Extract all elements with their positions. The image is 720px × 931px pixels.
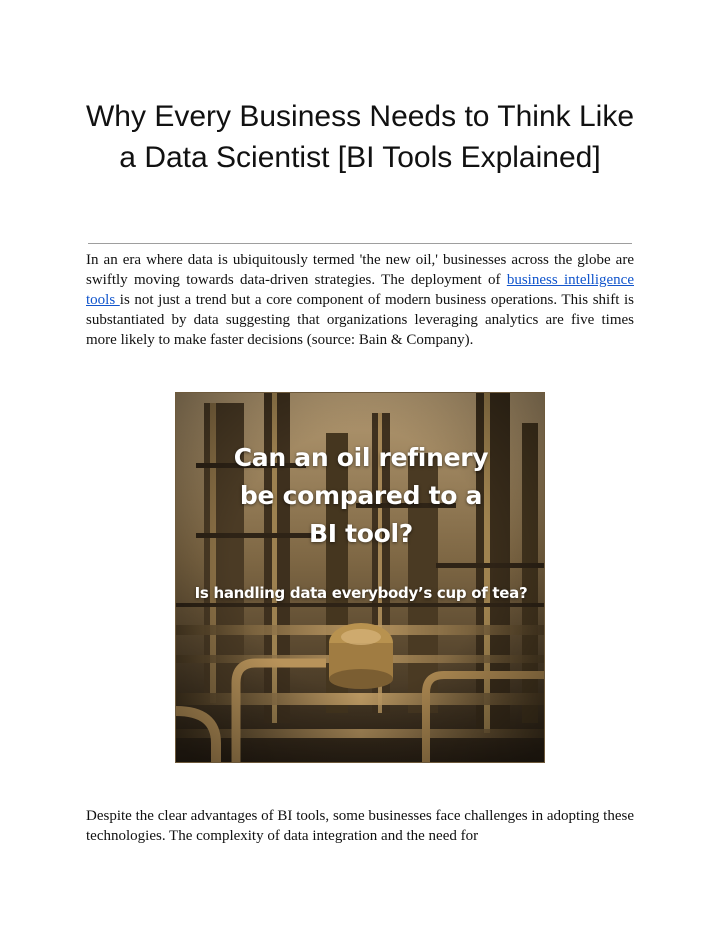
refinery-illustration <box>175 392 545 763</box>
figure-headline-line-2: be compared to a <box>239 481 483 510</box>
article-title: Why Every Business Needs to Think Like a Data Scientist [BI Tools Explained] <box>85 100 634 174</box>
second-paragraph: Despite the clear advantages of BI tools, some businesses face challenges in adopting these technologies. The complexity of data integration and the need for <box>86 808 634 844</box>
intro-text-after-link: is not just a trend but a core component of modern business operations. This shift is substantiated by data suggesting that organizations leveraging analytics are five times more likely to make faster decisions (source: Bain & Company). <box>86 292 634 348</box>
figure-subline: Is handling data everybody’s cup of tea? <box>194 584 528 602</box>
intro-text-before-link: In an era where data is ubiquitously termed 'the new oil,' businesses across the globe are swiftly moving towards data-driven strategies. The deployment of <box>86 252 634 288</box>
title-divider <box>88 243 632 244</box>
figure-headline-line-1: Can an oil refinery <box>233 443 489 472</box>
business-intelligence-tools-link[interactable]: business intelligence tools <box>86 272 634 308</box>
intro-paragraph <box>86 250 634 350</box>
figure-headline <box>176 439 545 553</box>
figure-headline-line-3: BI tool? <box>308 519 414 548</box>
